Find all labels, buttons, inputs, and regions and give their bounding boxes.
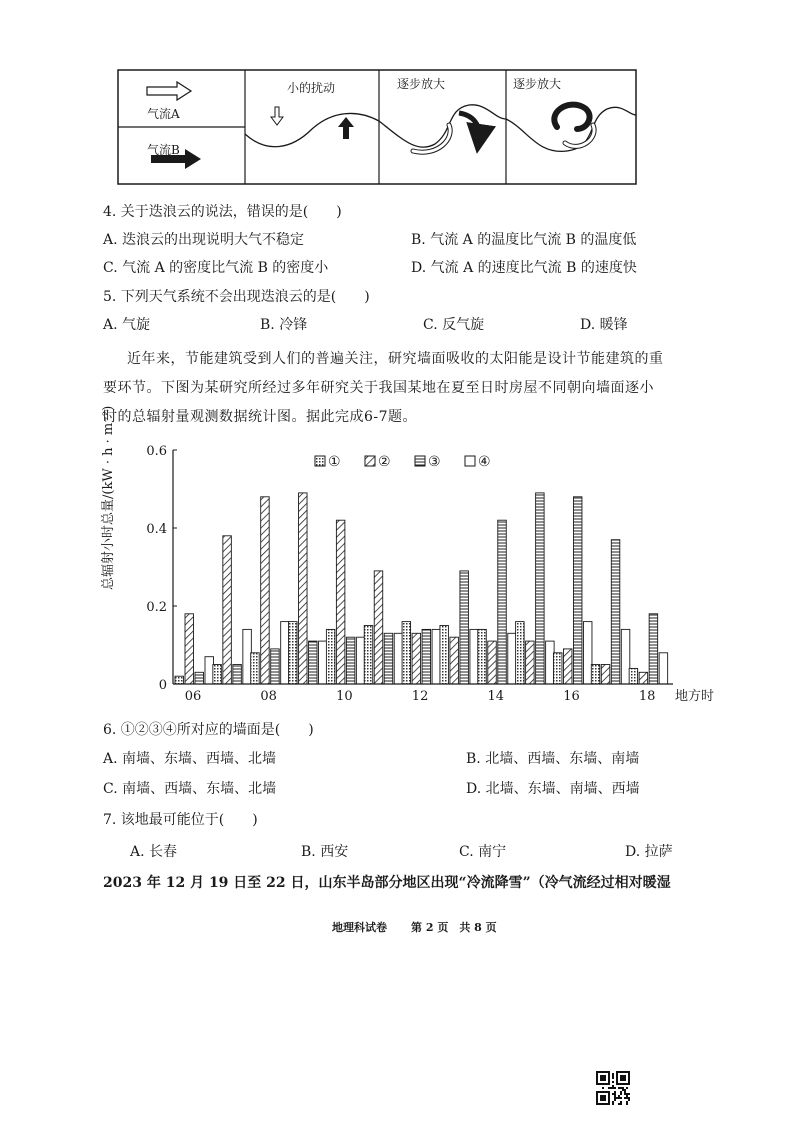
qr-code <box>596 1071 630 1105</box>
passage-line-3: 时的总辐射量观测数据统计图。据此完成6-7题。 <box>103 409 418 425</box>
legend-swatch-3 <box>415 456 425 466</box>
bar-s3-11 <box>384 633 393 684</box>
y-tick-label: 0.2 <box>146 600 167 615</box>
bar-s2-12 <box>412 633 421 684</box>
bar-s2-13 <box>450 637 459 684</box>
bar-s3-17 <box>611 540 620 684</box>
x-tick-label: 10 <box>336 689 353 704</box>
bar-s1-17 <box>591 665 600 685</box>
x-tick-label: 06 <box>184 689 202 704</box>
x-tick-label: 16 <box>563 689 580 704</box>
airflow-a-label: 气流A <box>147 107 180 121</box>
bar-s2-11 <box>374 571 383 684</box>
bar-s1-15 <box>516 622 525 684</box>
q4-option-a: A. 迭浪云的出现说明大气不稳定 <box>103 232 305 248</box>
q7-option-a: A. 长春 <box>130 844 178 860</box>
bar-s2-09 <box>299 493 308 684</box>
bar-s3-08 <box>271 649 280 684</box>
footer-subject: 地理科试卷 <box>332 921 387 934</box>
bar-s3-16 <box>573 497 582 684</box>
bar-s1-13 <box>440 626 449 685</box>
q5-option-d: D. 暖锋 <box>580 317 628 333</box>
bar-s4-08 <box>281 622 290 684</box>
bar-s4-18 <box>659 653 668 684</box>
bar-s4-10 <box>356 637 365 684</box>
radiation-chart-svg <box>115 440 725 705</box>
stage-label-2: 逐步放大 <box>397 77 446 91</box>
bar-s1-08 <box>251 653 260 684</box>
footer-page: 第 2 页 共 8 页 <box>411 921 497 934</box>
bar-s3-06 <box>195 672 204 684</box>
q5-stem: 5. 下列天气系统不会出现迭浪云的是( ) <box>103 289 370 305</box>
bar-s4-17 <box>621 629 630 684</box>
legend-label-1: ① <box>328 454 341 470</box>
bar-s2-08 <box>261 497 270 684</box>
q5-option-c: C. 反气旋 <box>423 317 485 333</box>
q7-stem: 7. 该地最可能位于( ) <box>103 812 258 828</box>
passage-line-1: 近年来，节能建筑受到人们的普遍关注，研究墙面吸收的太阳能是设计节能建筑的重 <box>127 351 664 367</box>
bar-s1-07 <box>213 665 222 685</box>
bar-s2-06 <box>185 614 194 684</box>
y-tick-label: 0.4 <box>146 522 167 537</box>
bar-s1-11 <box>364 626 373 685</box>
legend-swatch-4 <box>465 456 475 466</box>
bar-s4-11 <box>394 633 403 684</box>
bar-s2-15 <box>526 641 535 684</box>
x-tick-label: 14 <box>487 689 505 704</box>
bar-s2-07 <box>223 536 232 684</box>
airflow-a-arrow <box>147 82 191 100</box>
bar-s3-09 <box>309 641 318 684</box>
q4-option-c: C. 气流 A 的密度比气流 B 的密度小 <box>103 260 329 276</box>
q5-option-a: A. 气旋 <box>103 317 151 333</box>
bar-s3-13 <box>460 571 469 684</box>
x-axis-label: 地方时 <box>675 689 715 704</box>
x-tick-label: 08 <box>260 689 277 704</box>
airflow-b-label: 气流B <box>147 143 180 157</box>
legend-label-2: ② <box>378 454 391 470</box>
bar-s2-18 <box>639 672 648 684</box>
bar-s4-14 <box>508 633 517 684</box>
x-tick-label: 18 <box>638 689 656 704</box>
bar-s3-15 <box>536 493 545 684</box>
bar-s1-06 <box>175 676 184 684</box>
legend-swatch-1 <box>315 456 325 466</box>
bar-s1-16 <box>553 653 562 684</box>
q4-option-b: B. 气流 A 的温度比气流 B 的温度低 <box>411 232 637 248</box>
bar-s3-14 <box>498 520 507 684</box>
bar-s2-10 <box>336 520 345 684</box>
bar-s3-07 <box>233 665 242 685</box>
bar-s4-13 <box>470 629 479 684</box>
q5-option-b: B. 冷锋 <box>260 317 308 333</box>
legend-label-4: ④ <box>478 454 491 470</box>
stage-label-3: 逐步放大 <box>513 77 562 91</box>
bar-s2-17 <box>601 665 610 685</box>
q6-option-a: A. 南墙、东墙、西墙、北墙 <box>103 751 277 767</box>
x-tick-label: 12 <box>411 689 429 704</box>
q7-option-d: D. 拉萨 <box>625 844 673 860</box>
q7-option-c: C. 南宁 <box>459 844 507 860</box>
y-axis-label: 总辐射小时总量/(kW · h · m⁻²) <box>101 405 116 590</box>
bar-s3-10 <box>346 637 355 684</box>
y-tick-label: 0 <box>158 678 167 693</box>
bar-s2-14 <box>488 641 497 684</box>
q8-passage-start: 2023 年 12 月 19 日至 22 日，山东半岛部分地区出现“冷流降雪”（冷气流经过相对暖湿 <box>103 875 671 891</box>
bar-s1-10 <box>326 629 335 684</box>
bar-s4-09 <box>319 641 328 684</box>
bar-s1-12 <box>402 622 411 684</box>
legend-swatch-2 <box>365 456 375 466</box>
bar-s4-15 <box>546 641 555 684</box>
bar-s1-14 <box>478 629 487 684</box>
bar-s1-18 <box>629 668 638 684</box>
q4-option-d: D. 气流 A 的速度比气流 B 的速度快 <box>411 260 637 276</box>
q6-option-d: D. 北墙、东墙、南墙、西墙 <box>466 781 640 797</box>
q6-option-b: B. 北墙、西墙、东墙、南墙 <box>466 751 640 767</box>
passage-line-2: 要环节。下图为某研究所经过多年研究关于我国某地在夏至日时房屋不同朝向墙面逐小 <box>103 380 654 396</box>
qr-code-icon <box>596 1071 630 1105</box>
bar-s4-16 <box>583 622 592 684</box>
bar-s3-12 <box>422 629 431 684</box>
billow-cloud-figure <box>117 69 637 185</box>
bar-s3-18 <box>649 614 658 684</box>
legend-label-3: ③ <box>428 454 441 470</box>
q6-option-c: C. 南墙、西墙、东墙、北墙 <box>103 781 277 797</box>
q6-stem: 6. ①②③④所对应的墙面是( ) <box>103 722 314 738</box>
bar-s1-09 <box>289 622 298 684</box>
q7-option-b: B. 西安 <box>301 844 349 860</box>
stage-label-1: 小的扰动 <box>287 81 336 95</box>
bar-s4-06 <box>205 657 214 684</box>
q4-stem: 4. 关于迭浪云的说法，错误的是( ) <box>103 204 342 220</box>
bar-s2-16 <box>563 649 572 684</box>
bar-s4-12 <box>432 629 441 684</box>
y-tick-label: 0.6 <box>146 444 167 459</box>
bar-s4-07 <box>243 629 252 684</box>
